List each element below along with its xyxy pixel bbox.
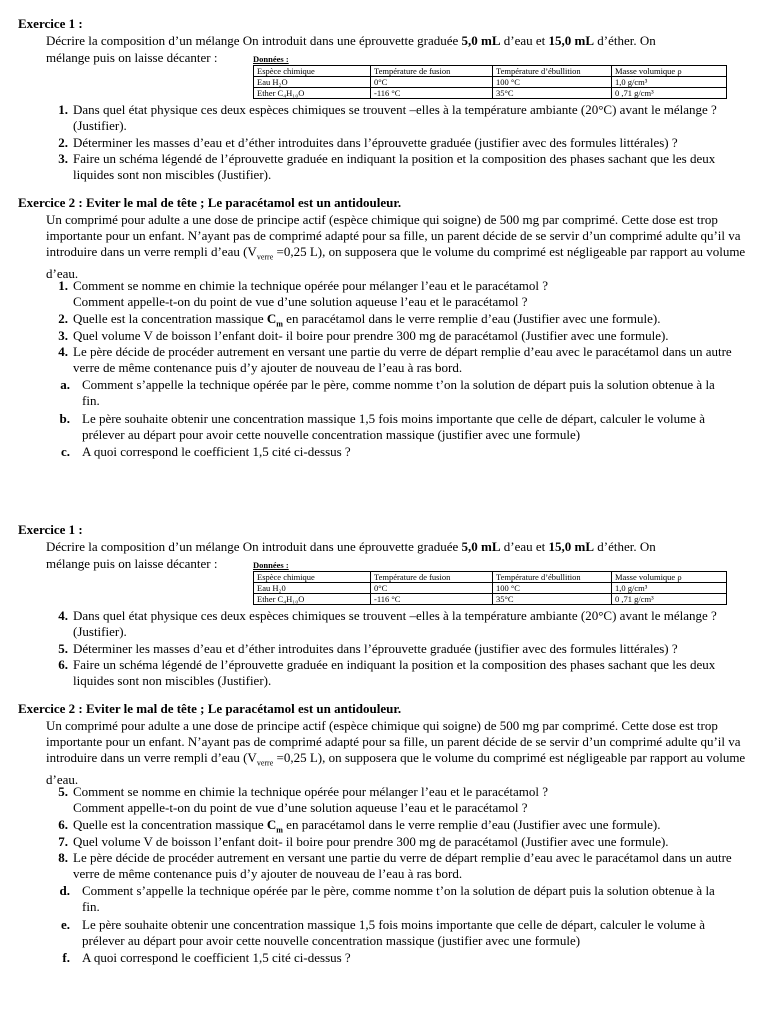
table-row: Ether C₄H₁₀O -116 °C 35°C 0 ,71 g/cm³ [254,594,727,605]
exercise-2-title: Exercice 2 : Eviter le mal de tête ; Le paracétamol est un antidouleur. [18,701,402,716]
exercise-2-title: Exercice 2 : Eviter le mal de tête ; Le paracétamol est un antidouleur. [18,195,402,210]
table-row: Eau H₂O 0°C 100 °C 1,0 g/cm³ [254,77,727,88]
data-label: Données : [253,560,289,570]
table-row: Eau H₂0 0°C 100 °C 1,0 g/cm³ [254,583,727,594]
data-table [253,571,727,605]
worksheet-page: Exercice 1 : Décrire la composition d’un mélange On introduit dans une éprouvette graduée 5,0 mL d’eau et 15,0 mL d’éther. On mélange puis on laisse décanter : Données : Espèce chimique Température de fusion Température d’ébullition Masse volumique ρ Eau H₂O 0°C 100 °C 1,0 g/cm³ Ether C₄H₁₀O -116 °C 35°C 0 ,71 g/cm³ 1. Dans quel état physique ces deux espèces chimiques se trouvent –elles à la température ambiante (20°C) avant le mélange ? (Justifier). 2. Déterminer les masses d’eau et d’éther introduites dans l’éprouvette graduée (justifier avec des formules littérales) ? 3. Faire un schéma légendé de l’éprouvette graduée en indiquant la position et la composition des phases sachant que les deux liquides sont non miscibles (Justifier). Exercice 2 : Eviter le mal de tête ; Le paracétamol est un antidouleur. Un comprimé pour adulte a une dose de principe actif (espèce chimique qui soigne) de 500 mg par comprimé. Cette dose est trop importante pour un enfant. N’ayant pas de comprimé adapté pour sa fille, un parent décide de se servir d’un comprimé adulte qu’il va introduire dans un verre rempli d’eau ($V_{verre} =0,25$ L), on supposera que le volume du comprimé est négligeable par rapport au volume d’eau. 1. Comment se nomme en chimie la technique opérée pour mélanger l’eau et le paracétamol ? Comment appelle-t-on du point de vue d’une solution aqueuse l’eau et le paracétamol ? 2. Quelle est la concentration massique $C_m$ en paracétamol dans le verre remplie d’eau (Justifier avec une formule). 3. Quel volume V de boisson l’enfant doit- il boire pour prendre 300 mg de paracétamol (Justifier avec une formule). 4. Le père décide de procéder autrement en versant une partie du verre de départ remplie d’eau avec le paracétamol dans un autre verre de même contenance puis d’y ajouter de nouveau de l’eau à ras bord. a. Comment s’appelle la technique opérée par le père, comme nomme t’on la solution de départ puis la solution obtenue à la fin. b. Le père souhaite obtenir une concentration massique 1,5 fois moins importante que celle de départ, calculer le volume à prélever au départ pour avoir cette nouvelle concentration massique (justifier avec une formule) c. A quoi correspond le coefficient 1,5 cité ci-dessus ? Exercice 1 : Décrire la composition d’un mélange On introduit dans une éprouvette graduée 5,0 mL d’eau et 15,0 mL d’éther. On mélange puis on laisse décanter : Données : Espèce chimique Température de fusion Température d’ébullition Masse volumique ρ Eau H₂0 0°C 100 °C 1,0 g/cm³ Ether C₄H₁₀O -116 °C 35°C 0 ,71 g/cm³ 4. Dans quel état physique ces deux espèces chimiques se trouvent –elles à la température ambiante (20°C) avant le mélange ? (Justifier). 5. Déterminer les masses d’eau et d’éther introduites dans l’éprouvette graduée (justifier avec des formules littérales) ? 6. Faire un schéma légendé de l’éprouvette graduée en indiquant la position et la composition des phases sachant que les deux liquides sont non miscibles (Justifier). Exercice 2 : Eviter le mal de tête ; Le paracétamol est un antidouleur. Un comprimé pour adulte a une dose de principe actif (espèce chimique qui soigne) de 500 mg par comprimé. Cette dose est trop importante pour un enfant. N’ayant pas de comprimé adapté pour sa fille, un parent décide de se servir d’un comprimé adulte qu’il va introduire dans un verre rempli d’eau ($V_{verre} =0,25$ L), on supposera que le volume du comprimé est négligeable par rapport au volume d’eau. 5. Comment se nomme en chimie la technique opérée pour mélanger l’eau et le paracétamol ? Comment appelle-t-on du point de vue d’une solution aqueuse l’eau et le paracétamol ? 6. Quelle est la concentration massique $C_m$ en paracétamol dans le verre remplie d’eau (Justifier avec une formule). 7. Quel volume V de boisson l’enfant doit- il boire pour prendre 300 mg de paracétamol (Justifier avec une formule). 8. Le père décide de procéder autrement en versant une partie du verre de départ remplie d’eau avec le paracétamol dans un autre verre de même contenance puis d’y ajouter de nouveau de l’eau à ras bord. d. Comment s’appelle la technique opérée par le père, comme nomme t’on la solution de départ puis la solution obtenue à la fin. e. Le père souhaite obtenir une concentration massique 1,5 fois moins importante que celle de départ, calculer le volume à prélever au départ pour avoir cette nouvelle concentration massique (justifier avec une formule) f. A quoi correspond le coefficient 1,5 cité ci-dessus ? [18,16,746,965]
exercise-2-intro: Un comprimé pour adulte a une dose de principe actif (espèce chimique qui soigne) de 500 mg par comprimé. Cette dose est trop importante pour un enfant. N’ayant pas de comprimé adapté pour sa fille, un parent décide de se servir d’un comprimé adulte qu’il va introduire dans un verre rempli d’eau ($V_{verre} =0,25$ L), on supposera que le volume du comprimé est négligeable par rapport au volume d’eau. [46,718,746,787]
exercise-1-intro: Décrire la composition d’un mélange On introduit dans une éprouvette graduée 5,0 mL d’eau et 15,0 mL d’éther. On [46,539,656,554]
exercise-1-title: Exercice 1 : [18,16,83,31]
exercise-1-title: Exercice 1 : [18,522,83,537]
exercise-1-intro: Décrire la composition d’un mélange On introduit dans une éprouvette graduée 5,0 mL d’eau et 15,0 mL d’éther. On [46,33,656,48]
exercise-1-intro-line2: mélange puis on laisse décanter : [46,50,218,65]
table-row: Espèce chimique Température de fusion Température d’ébullition Masse volumique ρ [254,66,727,77]
table-row: Espèce chimique Température de fusion Température d’ébullition Masse volumique ρ [254,572,727,583]
table-row: Ether C₄H₁₀O -116 °C 35°C 0 ,71 g/cm³ [254,88,727,99]
exercise-1-intro-line2: mélange puis on laisse décanter : [46,556,218,571]
data-table [253,65,727,99]
data-label: Données : [253,54,289,64]
exercise-2-intro: Un comprimé pour adulte a une dose de principe actif (espèce chimique qui soigne) de 500 mg par comprimé. Cette dose est trop importante pour un enfant. N’ayant pas de comprimé adapté pour sa fille, un parent décide de se servir d’un comprimé adulte qu’il va introduire dans un verre rempli d’eau ($V_{verre} =0,25$ L), on supposera que le volume du comprimé est négligeable par rapport au volume d’eau. [46,212,746,281]
